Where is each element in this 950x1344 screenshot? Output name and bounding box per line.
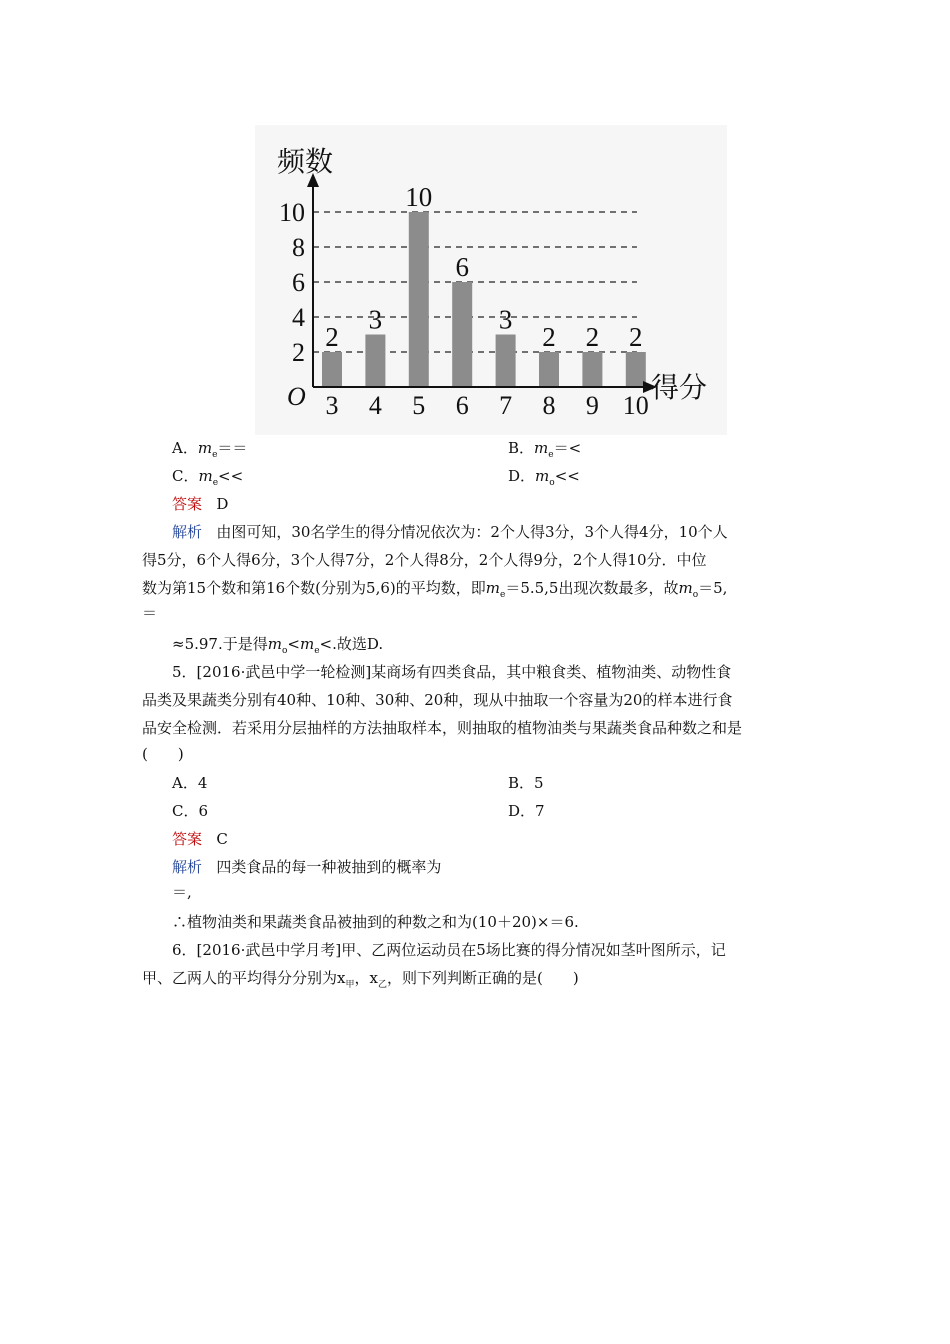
bar-value-label-10: 2 xyxy=(629,322,643,352)
bar-chart xyxy=(255,125,727,435)
y-tick-label-6: 6 xyxy=(292,268,305,297)
bar-value-label-5: 10 xyxy=(405,182,433,212)
bar-3 xyxy=(322,352,342,387)
q4-option-c: C．$m_e<<$ xyxy=(172,467,244,488)
x-tick-label-7: 7 xyxy=(499,391,513,420)
x-tick-label-4: 4 xyxy=(368,391,382,420)
bar-value-label-4: 3 xyxy=(368,304,383,335)
q6-stem-line-1: 6．[2016·武邑中学月考]甲、乙两位运动员在5场比赛的得分情况如茎叶图所示，记 xyxy=(172,941,726,959)
bar-10 xyxy=(626,352,646,387)
q4-analysis-line-5: ≈5.97.于是得$m_o<m_e<$.故选D. xyxy=(172,635,384,656)
q5-option-c: C．6 xyxy=(172,802,209,820)
x-axis-label: 得分 xyxy=(651,373,708,404)
analysis-label: 解析 xyxy=(172,858,203,876)
bar-value-label-6: 6 xyxy=(455,252,469,282)
bar-5 xyxy=(409,212,429,387)
q5-option-d: D．7 xyxy=(508,802,545,820)
q5-stem-line-1: 5．[2016·武邑中学一轮检测]某商场有四类食品，其中粮食类、植物油类、动物性食 xyxy=(172,663,732,681)
q6-stem-line-2: 甲、乙两人的平均得分分别为$x_甲$，$x_乙$，则下列判断正确的是( ) xyxy=(142,969,579,990)
x-tick-label-6: 6 xyxy=(455,391,469,420)
q4-option-a: A．$m_e==$ xyxy=(172,439,248,460)
analysis-label: 解析 xyxy=(172,523,203,541)
bar-7 xyxy=(496,335,516,388)
q4-analysis-line-2: 得5分，6个人得6分，3个人得7分，2个人得8分，2个人得9分，2个人得10分．中位 xyxy=(142,551,707,569)
q5-analysis-line-1: 解析 四类食品的每一种被抽到的概率为 xyxy=(172,858,442,876)
x-tick-label-5: 5 xyxy=(412,391,426,420)
q4-answer: 答案 D xyxy=(172,495,229,513)
q4-option-d: D．$m_o<<$ xyxy=(508,467,580,488)
bar-6 xyxy=(452,282,472,387)
bar-4 xyxy=(365,335,385,388)
bar-value-label-7: 3 xyxy=(498,304,513,335)
q5-analysis-line-3: ∴植物油类和果蔬类食品被抽到的种数之和为(10＋20)×＝6. xyxy=(172,913,579,931)
q5-answer: 答案 C xyxy=(172,830,228,848)
y-tick-label-8: 8 xyxy=(292,233,305,262)
x-tick-label-3: 3 xyxy=(325,391,339,420)
x-tick-label-9: 9 xyxy=(585,391,599,420)
answer-label: 答案 xyxy=(172,830,203,848)
q4-analysis-line-3: 数为第15个数和第16个数(分别为5,6)的平均数，即$m_e=5.5,5$出现次数最多，故$m_o=5$, xyxy=(142,579,728,600)
x-tick-label-10: 10 xyxy=(622,391,649,420)
q4-analysis-line-4: ＝ xyxy=(142,604,158,622)
q5-stem-line-3: 品安全检测．若采用分层抽样的方法抽取样本，则抽取的植物油类与果蔬类食品种数之和是 xyxy=(142,719,743,737)
q5-option-a: A．4 xyxy=(172,774,208,792)
chart-svg xyxy=(255,125,727,435)
bar-value-label-3: 2 xyxy=(325,322,339,352)
y-tick-label-2: 2 xyxy=(292,338,305,367)
bar-value-label-8: 2 xyxy=(542,322,556,352)
x-tick-label-8: 8 xyxy=(542,391,556,420)
bar-value-label-9: 2 xyxy=(585,322,600,352)
q4-option-b: B．$m_e=<$ xyxy=(508,439,582,460)
bar-8 xyxy=(539,352,559,387)
y-tick-label-4: 4 xyxy=(292,303,305,332)
q5-analysis-line-2: ＝, xyxy=(172,883,192,901)
bar-9 xyxy=(582,352,602,387)
y-axis-label: 频数 xyxy=(277,147,334,178)
q4-analysis-line-1: 解析 由图可知，30名学生的得分情况依次为：2个人得3分，3个人得4分，10个人 xyxy=(172,523,728,541)
y-tick-label-10: 10 xyxy=(279,198,305,227)
origin-label: O xyxy=(287,382,306,411)
q5-stem-line-2: 品类及果蔬类分别有40种、10种、30种、20种，现从中抽取一个容量为20的样本进行食 xyxy=(142,691,733,709)
q5-option-b: B．5 xyxy=(508,774,544,792)
q5-stem-line-4: ( ) xyxy=(142,745,184,763)
answer-label: 答案 xyxy=(172,495,203,513)
